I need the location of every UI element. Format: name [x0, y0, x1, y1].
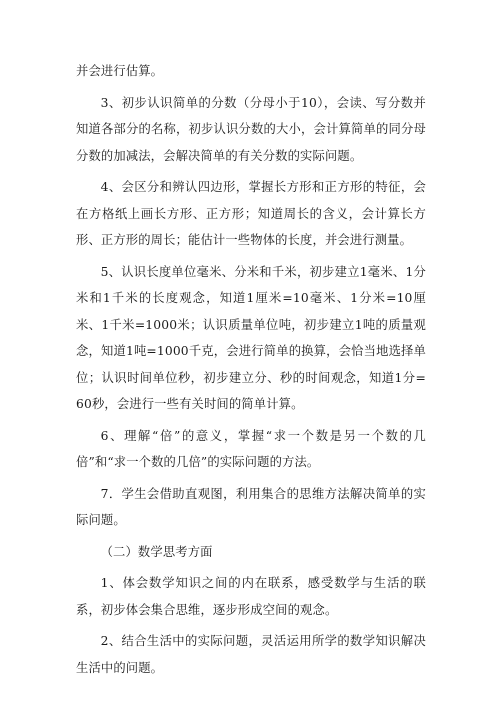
- document-body: [76, 58, 426, 681]
- paragraph-thinking-2: 2、结合生活中的实际问题，灵活运用所学的数学知识解决生活中的问题。: [76, 634, 426, 675]
- section-heading: （二）数学思考方面: [100, 544, 213, 559]
- paragraph-thinking-1: 1、体会数学知识之间的内在联系，感受数学与生活的联系，初步体会集合思维，逐步形成空间的观念。: [76, 576, 426, 617]
- paragraph-item-4: 4、会区分和辨认四边形，掌握长方形和正方形的特征，会在方格纸上画长方形、正方形；知道周长的含义，会计算长方形、正方形的周长；能估计一些物体的长度，并会进行测量。: [76, 180, 426, 247]
- paragraph-continuation: 并会进行估算。: [76, 64, 164, 78]
- paragraph-item-5: 5、认识长度单位毫米、分米和千米，初步建立1毫米、1分米和1千米的长度观念，知道1厘米=10毫米、1分米=10厘米、1千米=1000米；认识质量单位吨，初步建立1吨的质量观念，知道1吨=1000千克，会进行简单的换算，会恰当地选择单位；认识时间单位秒，初步建立分、秒的时间观念，知道1分=60秒，会进行一些有关时间的简单计算。: [76, 264, 426, 411]
- paragraph-item-3: 3、初步认识简单的分数（分母小于10），会读、写分数并知道各部分的名称，初步认识分数的大小，会计算简单的同分母分数的加减法，会解决简单的有关分数的实际问题。: [76, 95, 426, 163]
- paragraph-item-7: 7．学生会借助直观图，利用集合的思维方法解决简单的实际问题。: [76, 486, 426, 527]
- paragraph-item-6: 6、理解“倍”的意义，掌握“求一个数是另一个数的几倍”和“求一个数的几倍”的实际问题的方法。: [76, 428, 426, 469]
